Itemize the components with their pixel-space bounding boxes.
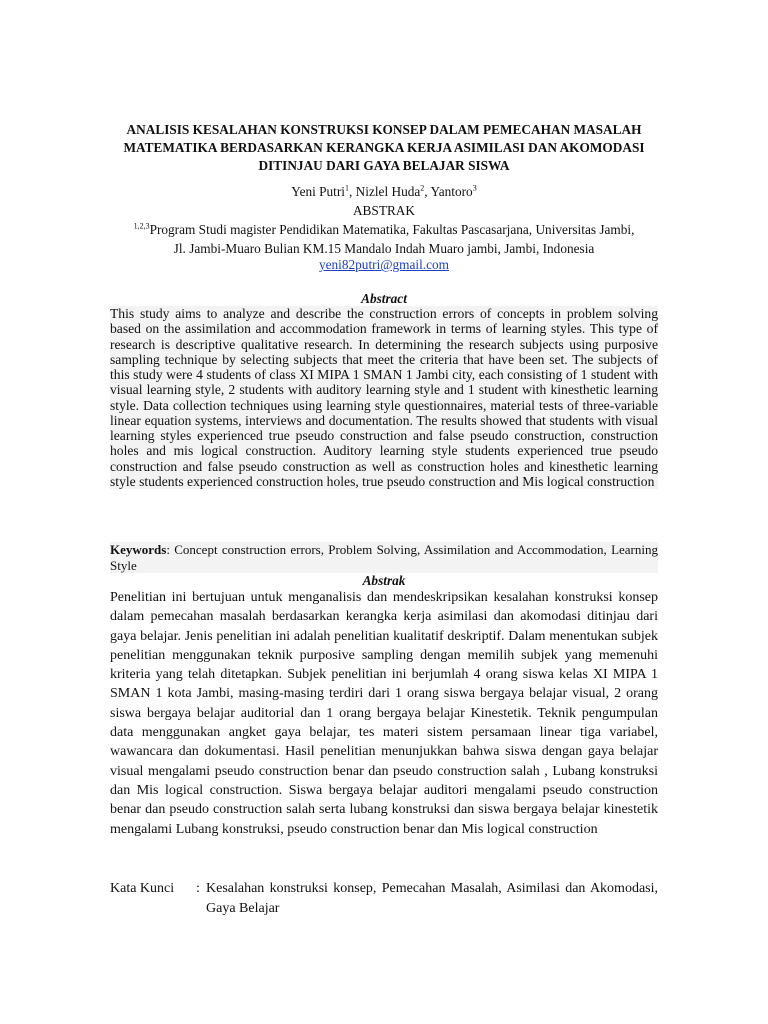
keywords — [110, 542, 658, 573]
abstrak-label: ABSTRAK — [352, 203, 416, 218]
kata-kunci-label: Kata Kunci — [110, 881, 175, 896]
author-mark: 3 — [472, 183, 477, 193]
author-list: Yeni Putri$^1$, Nizlel Huda$^2$, Yantoro$^3$ — [291, 183, 477, 199]
affiliation-line-2: Jl. Jambi-Muaro Bulian KM.15 Mandalo Indah Muaro jambi, Jambi, Indonesia — [173, 241, 595, 256]
email-row — [100, 256, 668, 274]
author-mark: 1 — [345, 183, 349, 193]
author-name: Yeni Putri — [291, 184, 345, 199]
kata-kunci-value: Kesalahan konstruksi konsep, Pemecahan Masalah, Asimilasi dan Akomodasi, Gaya Belajar — [206, 881, 658, 916]
kata-kunci-colon: : — [196, 881, 200, 896]
affiliation-marks: 1,2,3 — [133, 221, 150, 231]
affiliation — [100, 220, 668, 258]
abstract-en-heading: Abstract — [361, 291, 407, 306]
email-link[interactable]: yeni82putri@gmail.com — [318, 257, 450, 272]
abstract-id-text: Penelitian ini bertujuan untuk menganalisis dan mendeskripsikan kesalahan konstruksi konsep dalam pemecahan masalah berdasarkan kerangka kerja asimilasi dan akomodasi ditinjau dari gaya belajar. Jenis penelitian ini adalah penelitian kualitatif deskriptif. Dalam menentukan subjek penelitian menggunakan teknik purposive sampling dengan memilih subjek yang memenuhi kriteria yang telah ditetapkan. Subjek penelitian ini berjumlah 4 orang siswa kelas XI MIPA 1 SMAN 1 kota Jambi, masing-masing terdiri dari 1 orang siswa bergaya belajar visual, 2 orang siswa bergaya belajar auditorial dan 1 orang bergaya belajar Kinestetik. Teknik pengumpulan data menggunakan angket gaya belajar, tes materi sistem persamaan linear tiga variabel, wawancara dan dokumentasi. Hasil penelitian menunjukkan bahwa siswa dengan gaya belajar visual mengalami pseudo construction benar dan pseudo construction salah , Lubang konstruksi dan Mis logical construction. Siswa bergaya belajar auditori mengalami pseudo construction benar dan pseudo construction salah serta lubang konstruksi dan siswa bergaya belajar kinestetik mengalami Lubang konstruksi, pseudo construction benar dan Mis logical construction — [110, 590, 658, 837]
affiliation-line-1: Program Studi magister Pendidikan Matematika, Fakultas Pascasarjana, Universitas Jambi, — [149, 222, 635, 237]
keywords-label: Keywords — [110, 542, 167, 557]
author-name: Yantoro — [430, 184, 473, 199]
keywords-value: : Concept construction errors, Problem Solving, Assimilation and Accommodation, Learning Style — [110, 542, 658, 573]
paper-title: ANALISIS KESALAHAN KONSTRUKSI KONSEP DALAM PEMECAHAN MASALAH MATEMATIKA BERDASARKAN KERANGKA KERJA ASIMILASI DAN AKOMODASI DITINJAU DARI GAYA BELAJAR SISWA — [123, 122, 645, 173]
abstract-en-text: This study aims to analyze and describe the construction errors of concepts in problem solving based on the assimilation and accommodation framework in terms of learning styles. This type of research is descriptive qualitative research. In determining the research subjects using purposive sampling technique by selecting subjects that meet the criteria that have been set. The subjects of this study were 4 students of class XI MIPA 1 SMAN 1 Jambi city, each consisting of 1 student with visual learning style, 2 students with auditory learning style and 1 student with kinesthetic learning style. Data collection techniques using learning style questionnaires, material tests of three-variable linear equation systems, interviews and documentation. The results showed that students with visual learning styles experienced true pseudo construction and false pseudo construction, construction holes and mis logical construction. Auditory learning style students experienced true pseudo construction and false pseudo construction as well as construction holes and kinesthetic learning style students experienced construction holes, true pseudo construction and Mis logical construction — [110, 306, 658, 489]
author-mark: 2 — [420, 183, 425, 193]
kata-kunci — [110, 879, 658, 919]
abstract-id-heading: Abstrak — [362, 573, 406, 588]
author-name: Nizlel Huda — [355, 184, 421, 199]
